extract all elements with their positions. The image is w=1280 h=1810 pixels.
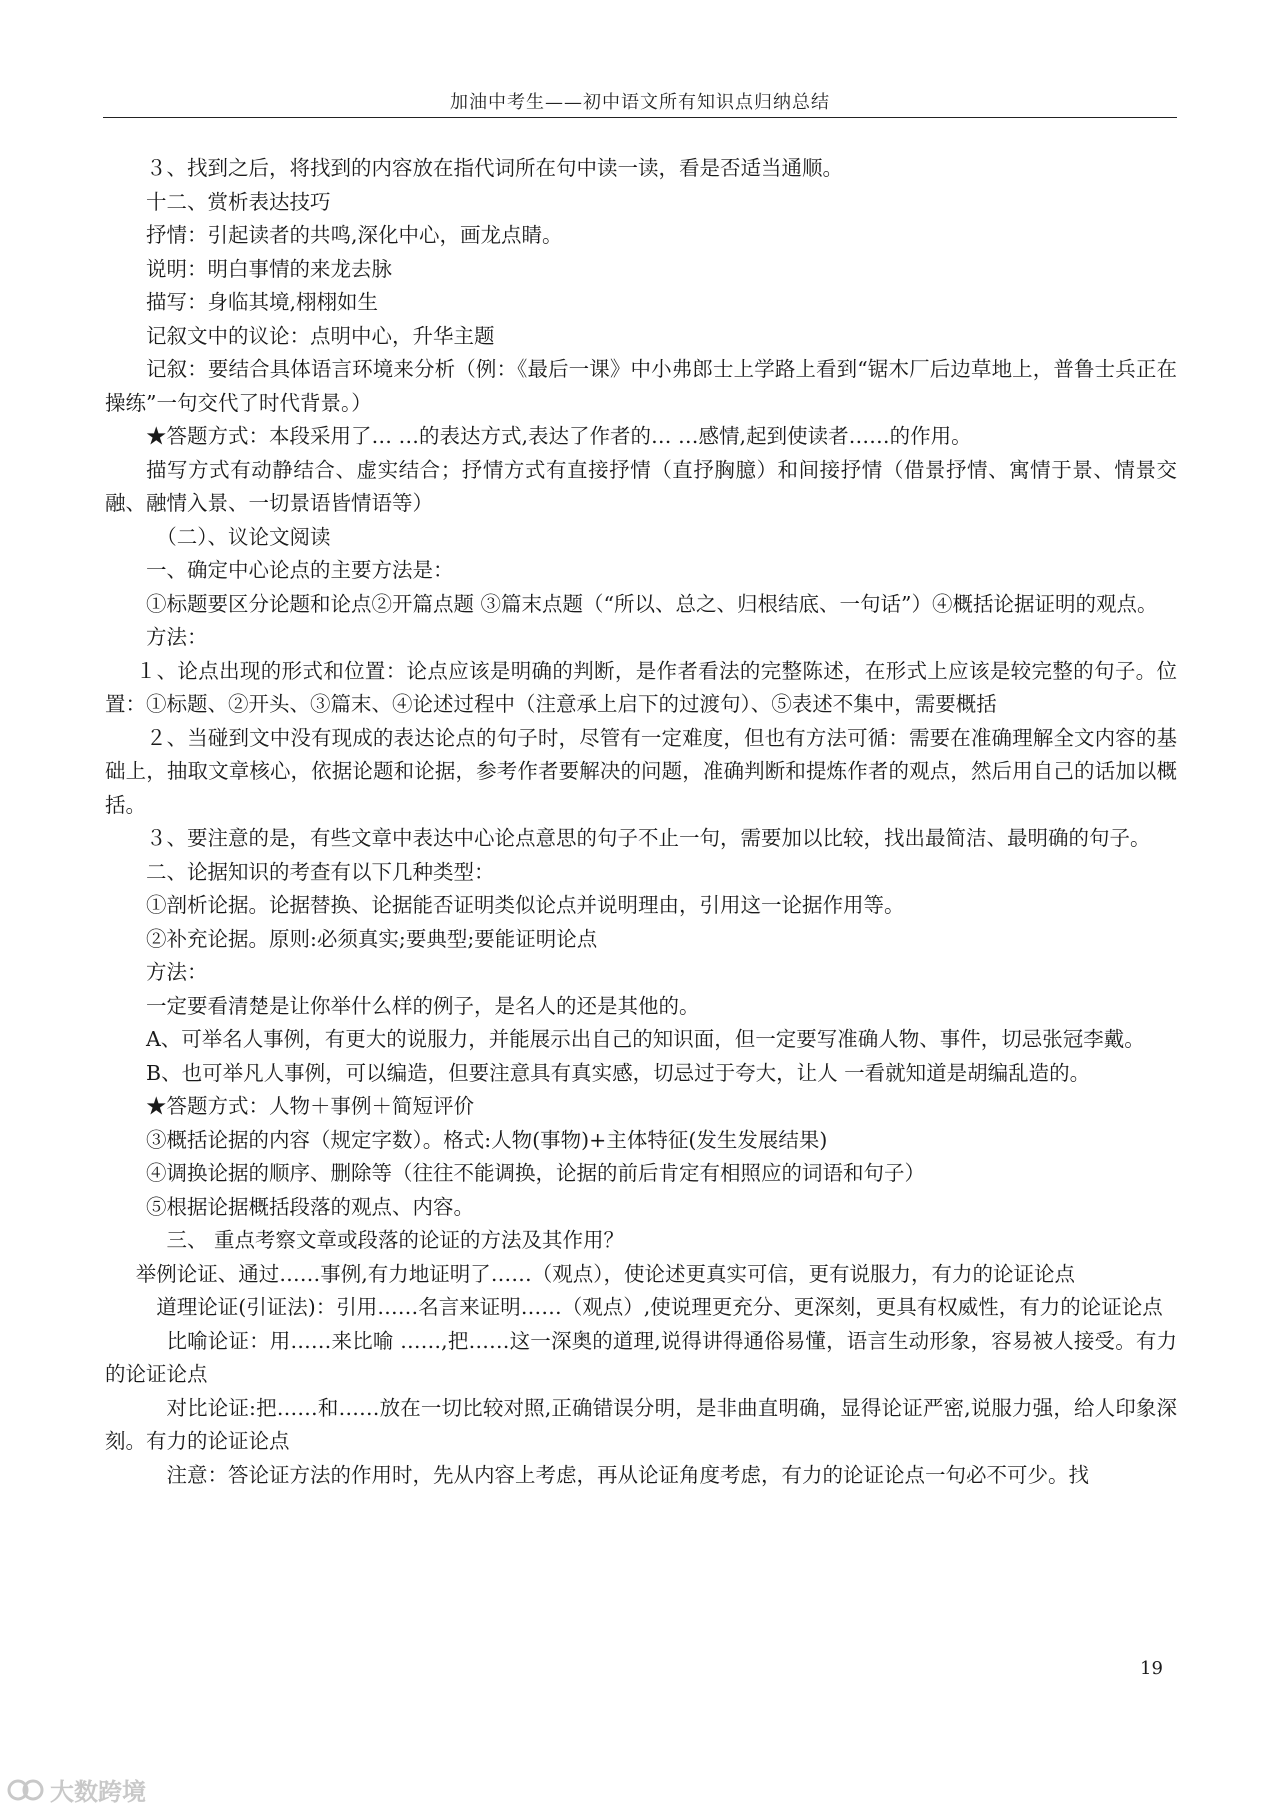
- section-heading: 三、 重点考察文章或段落的论证的方法及其作用？: [166, 1228, 625, 1252]
- paragraph: B、也可举凡人事例，可以编造，但要注意具有真实感，切忌过于夸大，让人 一看就知道是胡编乱造的。: [146, 1060, 1091, 1085]
- paragraph: ３、找到之后，将找到的内容放在指代词所在句中读一读，看是否适当通顺。: [146, 156, 843, 180]
- paragraph: ２、当碰到文中没有现成的表达论点的句子时，尽管有一定难度，但也有方法可循：需要在准确理解全文内容的基础上，抽取文章核心，依据论题和论据，参考作者要解决的问题，准确判断和提炼作者的观点，然后用自己的话加以概括。: [105, 725, 1177, 817]
- paragraph: 描写方式有动静结合、虚实结合；抒情方式有直接抒情（直抒胸臆）和间接抒情（借景抒情、寓情于景、情景交融、融情入景、一切景语皆情语等）: [105, 457, 1177, 515]
- paragraph: １、论点出现的形式和位置：论点应该是明确的判断，是作者看法的完整陈述，在形式上应该是较完整的句子。位置：①标题、②开头、③篇末、④论述过程中（注意承上启下的过渡句）、⑤表述不集中，需要概括: [105, 658, 1177, 716]
- paragraph: ②补充论据。原则:必须真实;要典型;要能证明论点: [146, 926, 598, 951]
- watermark-logo-icon: [6, 1777, 46, 1803]
- paragraph: 记叙：要结合具体语言环境来分析（例：《最后一课》中小弗郎士上学路上看到“锯木厂后边草地上，普鲁士兵正在操练”一句交代了时代背景。）: [105, 357, 1177, 415]
- watermark: [6, 1772, 146, 1807]
- page-content: [105, 152, 1177, 1492]
- paragraph: ①标题要区分论题和论点②开篇点题 ③篇末点题（“所以、总之、归根结底、一句话”）④概括论据证明的观点。: [146, 591, 1158, 616]
- paragraph: A、可举名人事例，有更大的说服力，并能展示出自己的知识面，但一定要写准确人物、事件，切忌张冠李戴。: [146, 1027, 1145, 1051]
- page-header: 加油中考生——初中语文所有知识点归纳总结: [450, 92, 830, 113]
- watermark-text: 大数跨境: [50, 1778, 146, 1806]
- header-divider: [103, 117, 1177, 118]
- paragraph: 一定要看清楚是让你举什么样的例子，是名人的还是其他的。: [146, 993, 700, 1018]
- paragraph: ⑤根据论据概括段落的观点、内容。: [146, 1194, 474, 1219]
- paragraph: ①剖析论据。论据替换、论据能否证明类似论点并说明理由，引用这一论据作用等。: [146, 893, 905, 917]
- paragraph: 二、论据知识的考查有以下几种类型：: [146, 859, 495, 884]
- paragraph: ３、要注意的是，有些文章中表达中心论点意思的句子不止一句，需要加以比较，找出最简洁、最明确的句子。: [146, 826, 1151, 850]
- paragraph: 说明：明白事情的来龙去脉: [146, 256, 392, 281]
- paragraph: ④调换论据的顺序、删除等（往往不能调换，论据的前后肯定有相照应的词语和句子）: [146, 1161, 925, 1185]
- section-heading: 十二、赏析表达技巧: [146, 189, 331, 214]
- paragraph: 记叙文中的议论：点明中心，升华主题: [146, 323, 495, 348]
- paragraph: ★答题方式：人物＋事例＋简短评价: [146, 1094, 474, 1118]
- paragraph: ★答题方式：本段采用了… …的表达方式,表达了作者的… …感情,起到使读者……的作用。: [146, 424, 972, 448]
- section-heading: （二）、议论文阅读: [156, 524, 331, 549]
- paragraph: 对比论证:把……和……放在一切比较对照,正确错误分明，是非曲直明确，显得论证严密,说服力强，给人印象深刻。有力的论证论点: [105, 1395, 1177, 1453]
- paragraph: 描写：身临其境,栩栩如生: [146, 290, 379, 314]
- paragraph: ③概括论据的内容（规定字数）。格式:人物(事物)+主体特征(发生发展结果): [146, 1127, 828, 1152]
- paragraph: 方法：: [146, 960, 208, 984]
- paragraph: 道理论证(引证法)：引用……名言来证明……（观点）,使说理更充分、更深刻，更具有权威性，有力的论证论点: [156, 1295, 1163, 1319]
- paragraph: 注意：答论证方法的作用时，先从内容上考虑，再从论证角度考虑，有力的论证论点一句必不可少。找: [166, 1462, 1089, 1487]
- paragraph: 抒情：引起读者的共鸣,深化中心，画龙点睛。: [146, 223, 563, 247]
- paragraph: 比喻论证：用……来比喻 ……,把……这一深奥的道理,说得讲得通俗易懂，语言生动形象，容易被人接受。有力的论证论点: [105, 1328, 1177, 1386]
- paragraph: 举例论证、通过……事例,有力地证明了……（观点），使论述更真实可信，更有说服力，有力的论证论点: [135, 1261, 1076, 1286]
- page-number: 19: [1140, 1658, 1163, 1679]
- paragraph: 方法：: [146, 625, 208, 649]
- paragraph: 一、确定中心论点的主要方法是：: [146, 558, 454, 582]
